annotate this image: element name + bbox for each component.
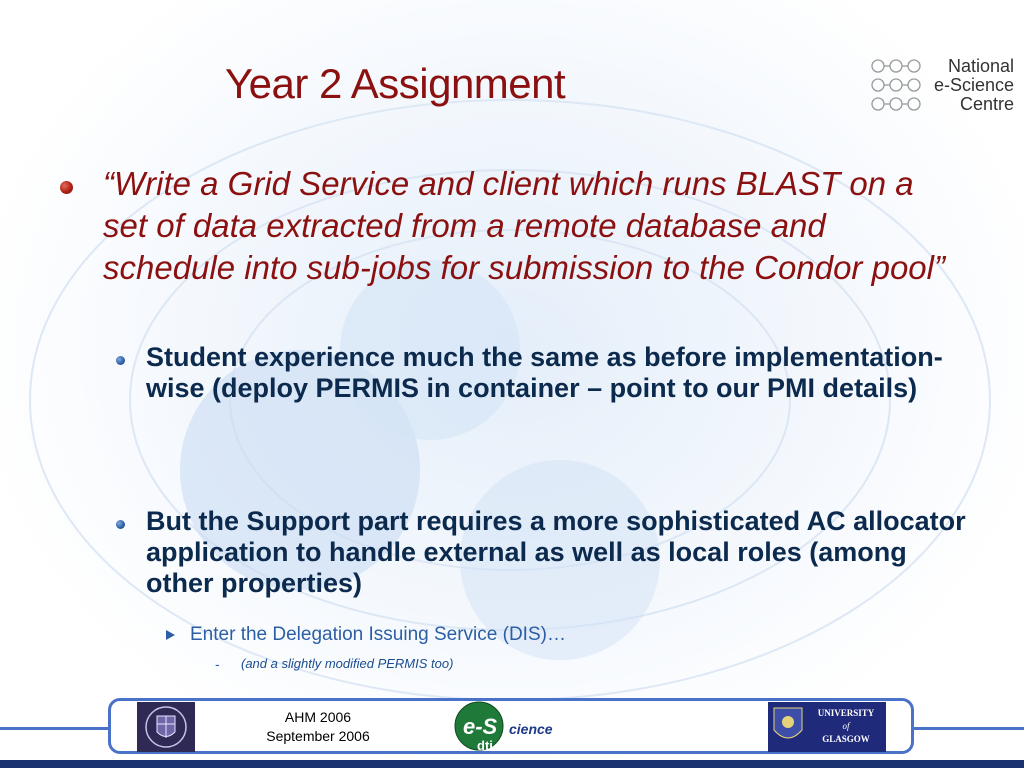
nesc-line3: Centre bbox=[959, 94, 1014, 114]
escience-dti-logo-icon bbox=[449, 700, 561, 752]
bullet-sub3 bbox=[166, 624, 566, 646]
bullet-quote bbox=[60, 163, 960, 289]
esci-e-text: e-S bbox=[463, 714, 498, 739]
blue-bullet-icon bbox=[116, 520, 125, 529]
glasgow-university-logo-icon bbox=[768, 702, 886, 752]
glasgow-line1: UNIVERSITY bbox=[817, 708, 875, 718]
bullet-sub1 bbox=[116, 342, 976, 404]
event-info bbox=[243, 708, 393, 746]
bullet-sub4-text: (and a slightly modified PERMIS too) bbox=[241, 656, 454, 671]
bullet-sub2-text: But the Support part requires a more sophisticated AC allocator application to handle external as well as local roles (among other properties) bbox=[146, 506, 966, 598]
esci-rest-text: cience bbox=[509, 721, 553, 737]
triangle-bullet-icon bbox=[166, 630, 175, 640]
footer-bottom-bar bbox=[0, 760, 1024, 768]
bullet-quote-text: “Write a Grid Service and client which runs BLAST on a set of data extracted from a remote database and schedule into sub-jobs for submission to the Condor pool” bbox=[103, 165, 945, 286]
nesc-logo-text bbox=[930, 57, 1014, 114]
bullet-sub4 bbox=[215, 656, 453, 671]
slide-title: Year 2 Assignment bbox=[225, 60, 566, 107]
nesc-line1: National bbox=[947, 56, 1014, 76]
edinburgh-crest-icon bbox=[137, 702, 195, 752]
event-name: AHM 2006 bbox=[284, 709, 352, 725]
red-bullet-icon bbox=[60, 181, 73, 194]
glasgow-line2: of bbox=[842, 721, 850, 731]
bullet-sub2 bbox=[116, 506, 976, 599]
event-date: September 2006 bbox=[266, 728, 370, 744]
glasgow-line3: GLASGOW bbox=[822, 734, 870, 744]
esci-dti-text: dti bbox=[477, 738, 493, 752]
bullet-sub3-text: Enter the Delegation Issuing Service (DIS)… bbox=[190, 624, 566, 645]
blue-bullet-icon bbox=[116, 356, 125, 365]
nesc-line2: e-Science bbox=[933, 75, 1014, 95]
dash-bullet: - bbox=[215, 656, 220, 672]
bullet-sub1-text: Student experience much the same as before implementation-wise (deploy PERMIS in container – point to our PMI details) bbox=[146, 342, 943, 403]
